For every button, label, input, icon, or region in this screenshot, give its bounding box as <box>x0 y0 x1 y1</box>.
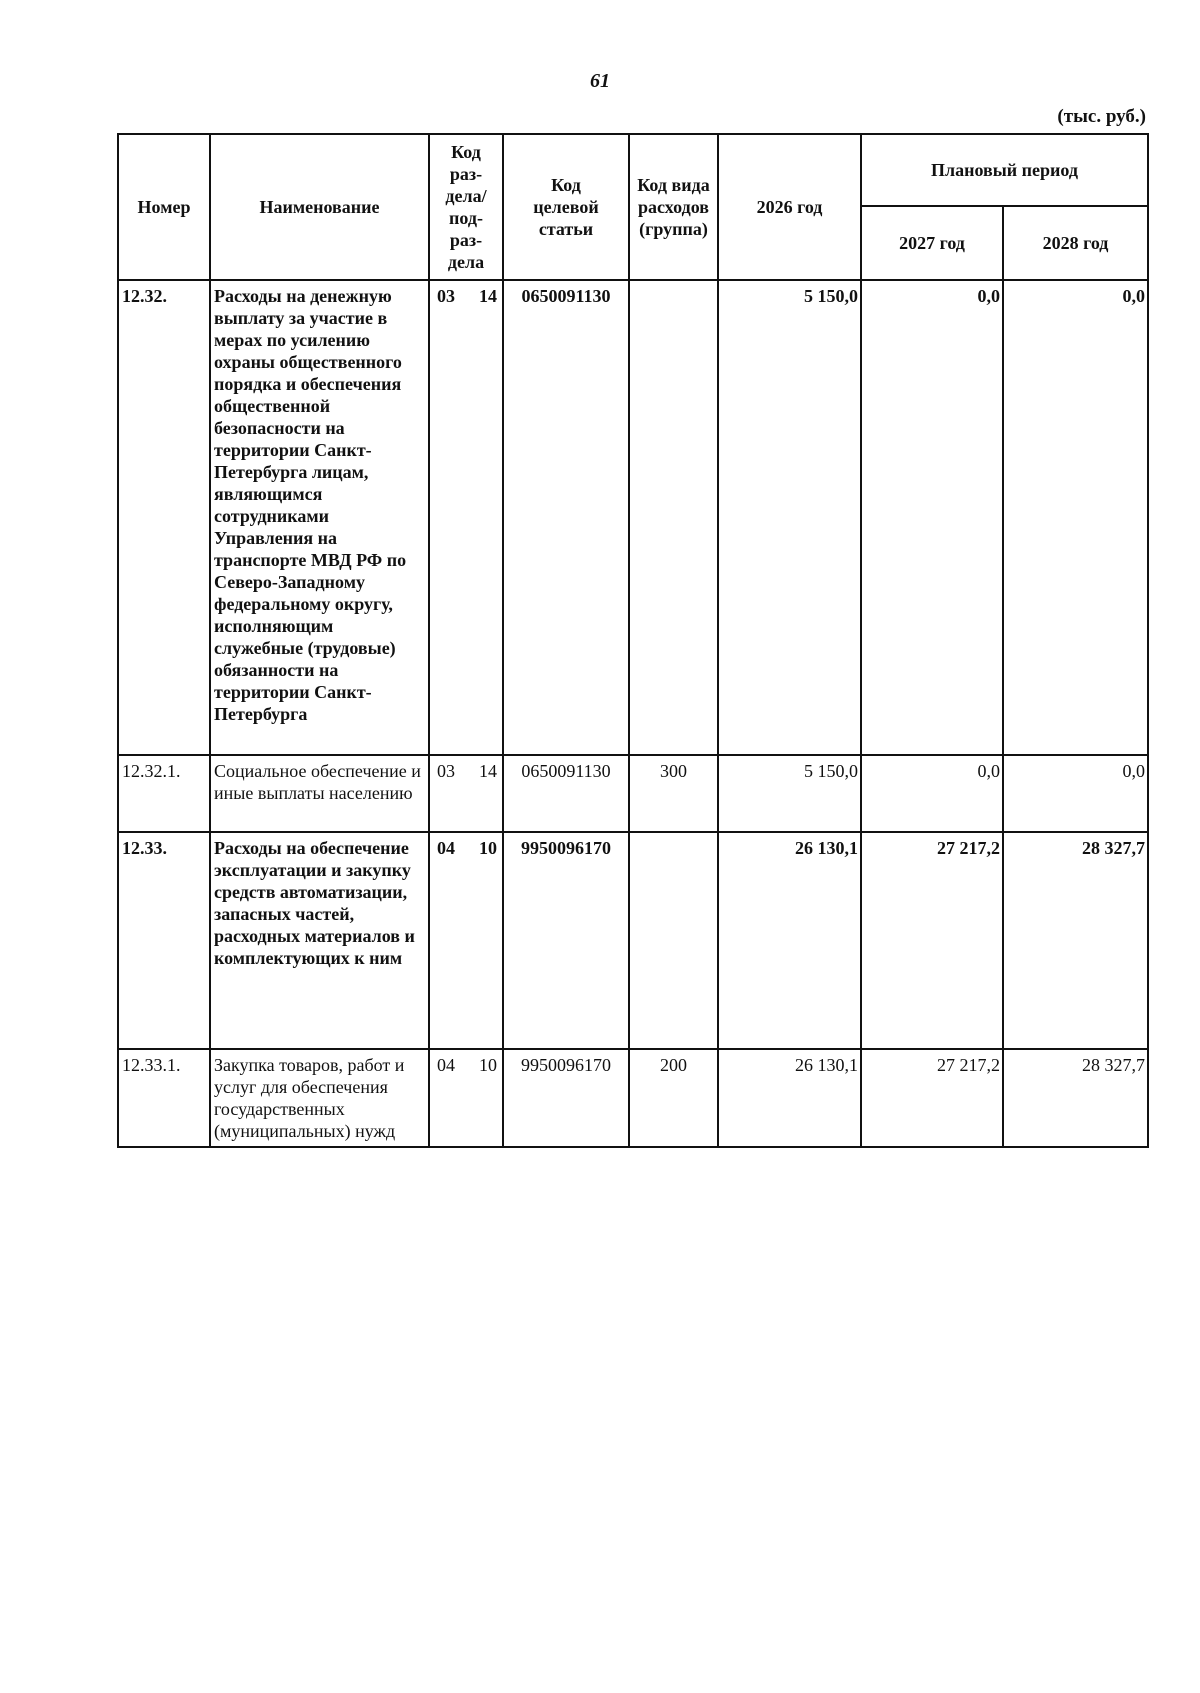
header-number: Номер <box>118 134 210 280</box>
row-section-code <box>429 755 503 832</box>
header-section-line: раз- <box>449 230 483 250</box>
row-value-2028: 28 327,7 <box>1003 832 1148 1049</box>
row-target-code: 9950096170 <box>503 832 629 1049</box>
row-name: Закупка товаров, работ и услуг для обеспечения государственных (муниципальных) нужд <box>210 1049 429 1147</box>
row-section: 04 <box>437 838 455 858</box>
row-value-2028: 28 327,7 <box>1003 1049 1148 1147</box>
header-section-line: дела <box>447 252 485 272</box>
row-subsection: 14 <box>479 286 497 306</box>
table-row <box>118 755 1148 832</box>
row-value-2026: 26 130,1 <box>718 832 861 1049</box>
table-row <box>118 832 1148 1049</box>
header-expense-line: Код вида <box>637 175 710 195</box>
page-number: 61 <box>590 70 610 92</box>
row-subsection: 14 <box>479 761 497 781</box>
row-number: 12.33.1. <box>118 1049 210 1147</box>
row-number: 12.32. <box>118 280 210 755</box>
row-number: 12.32.1. <box>118 755 210 832</box>
row-target-code: 0650091130 <box>503 755 629 832</box>
row-expense-type <box>629 280 718 755</box>
row-value-2027: 27 217,2 <box>861 1049 1003 1147</box>
row-name: Социальное обеспечение и иные выплаты населению <box>210 755 429 832</box>
row-subsection: 10 <box>479 838 497 858</box>
header-expense-line: расходов <box>638 197 709 217</box>
row-expense-type <box>629 832 718 1049</box>
row-target-code: 9950096170 <box>503 1049 629 1147</box>
header-section-line: под- <box>449 208 483 228</box>
row-value-2028: 0,0 <box>1003 280 1148 755</box>
row-value-2026: 5 150,0 <box>718 280 861 755</box>
row-value-2028: 0,0 <box>1003 755 1148 832</box>
header-expense-type <box>629 134 718 280</box>
header-year-2028: 2028 год <box>1003 206 1148 280</box>
row-number: 12.33. <box>118 832 210 1049</box>
row-name: Расходы на денежную выплату за участие в мерах по усилению охраны общественного порядка и обеспечения общественной безопасности на территории Санкт-Петербурга лицам, являющимся сотрудниками Управления на транспорте МВД РФ по Северо-Западному федеральному округу, исполняющим служебные (трудовые) обязанности на территории Санкт-Петербурга <box>210 280 429 755</box>
header-target-line: Код <box>551 175 581 195</box>
header-year-2026: 2026 год <box>718 134 861 280</box>
row-value-2027: 27 217,2 <box>861 832 1003 1049</box>
header-target-line: статьи <box>538 219 594 239</box>
row-name: Расходы на обеспечение эксплуатации и закупку средств автоматизации, запасных частей, расходных материалов и комплектующих к ним <box>210 832 429 1049</box>
row-section: 03 <box>437 286 455 306</box>
header-year-2027: 2027 год <box>861 206 1003 280</box>
row-section-code <box>429 280 503 755</box>
row-section: 04 <box>437 1055 455 1075</box>
header-section-code <box>429 134 503 280</box>
row-section: 03 <box>437 761 455 781</box>
row-expense-type: 300 <box>629 755 718 832</box>
units-label: (тыс. руб.) <box>1057 106 1146 127</box>
header-section-line: раз- <box>449 164 483 184</box>
row-section-code <box>429 1049 503 1147</box>
header-target-code <box>503 134 629 280</box>
table-row <box>118 1049 1148 1147</box>
row-value-2026: 5 150,0 <box>718 755 861 832</box>
row-subsection: 10 <box>479 1055 497 1075</box>
row-section-code <box>429 832 503 1049</box>
row-value-2026: 26 130,1 <box>718 1049 861 1147</box>
header-expense-line: (группа) <box>639 219 708 239</box>
row-value-2027: 0,0 <box>861 280 1003 755</box>
row-expense-type: 200 <box>629 1049 718 1147</box>
header-name: Наименование <box>210 134 429 280</box>
header-section-line: Код <box>451 142 481 162</box>
row-value-2027: 0,0 <box>861 755 1003 832</box>
header-target-line: целевой <box>533 197 599 217</box>
table-row <box>118 280 1148 755</box>
budget-table <box>117 133 1149 1148</box>
header-planned-period: Плановый период <box>861 134 1148 206</box>
header-section-line: дела/ <box>445 186 487 206</box>
row-target-code: 0650091130 <box>503 280 629 755</box>
